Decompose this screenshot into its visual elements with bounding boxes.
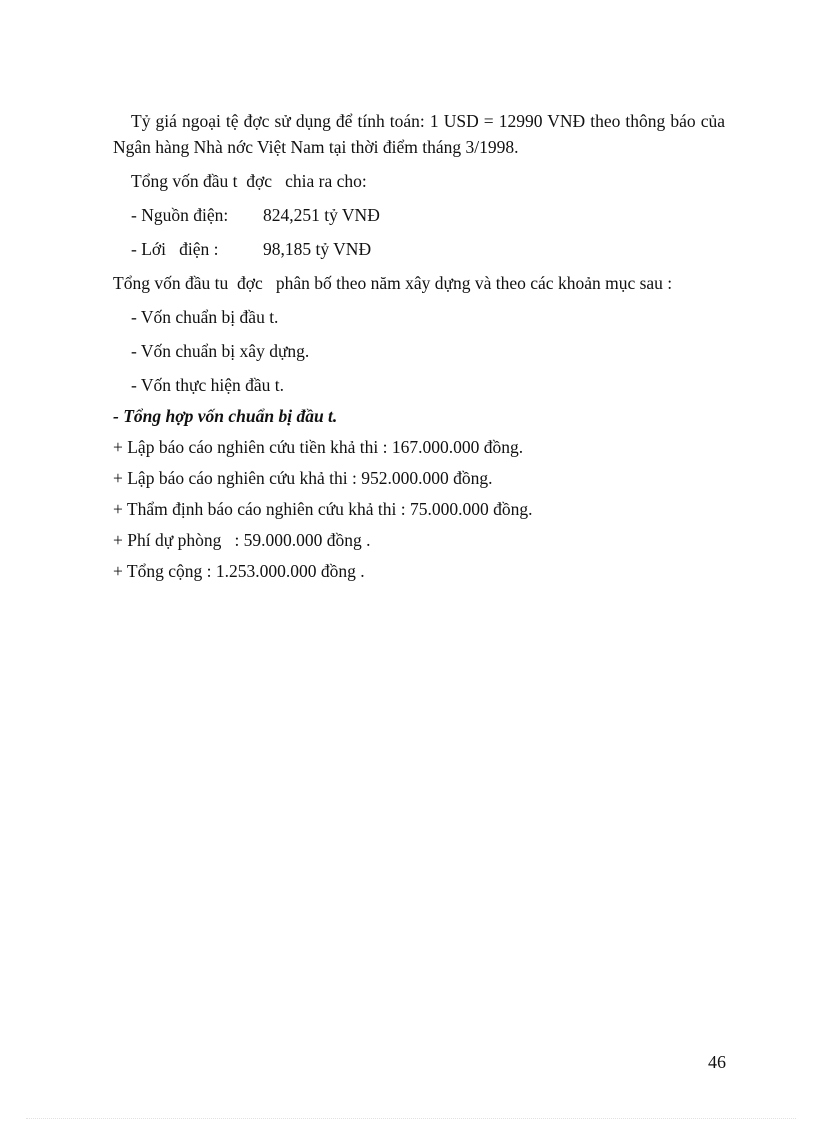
split-item-grid	[113, 236, 725, 262]
footer-divider	[26, 1118, 796, 1119]
exchange-rate-paragraph: Tỷ giá ngoại tệ đợc sử dụng để tính toán: 1 USD = 12990 VNĐ theo thông báo của Ngân hàng Nhà nớc Việt Nam tại thời điểm tháng 3/1998.	[113, 111, 725, 157]
allocation-item: - Vốn chuẩn bị xây dựng.	[131, 341, 310, 361]
split-item-label: - Lới điện :	[131, 239, 219, 259]
split-item-value: 824,251 tỷ VNĐ	[263, 205, 380, 225]
summary-item: + Lập báo cáo nghiên cứu tiền khả thi : 167.000.000 đồng.	[113, 437, 524, 457]
allocation-item: - Vốn thực hiện đầu t.	[131, 375, 285, 395]
allocation-intro: Tổng vốn đầu tu đợc phân bố theo năm xây dựng và theo các khoản mục sau :	[113, 273, 673, 293]
capital-split-intro: Tổng vốn đầu t đợc chia ra cho:	[131, 171, 367, 191]
summary-item: + Phí dự phòng : 59.000.000 đồng .	[113, 530, 371, 550]
split-item-value: 98,185 tỷ VNĐ	[263, 239, 372, 259]
summary-heading: - Tổng hợp vốn chuẩn bị đầu t.	[113, 406, 338, 426]
body-text	[113, 108, 725, 584]
page-number: 46	[708, 1052, 726, 1072]
split-item-power-source	[113, 202, 725, 228]
summary-item: + Tổng cộng : 1.253.000.000 đồng .	[113, 561, 365, 581]
split-item-label: - Nguồn điện:	[131, 205, 229, 225]
summary-item: + Lập báo cáo nghiên cứu khả thi : 952.000.000 đồng.	[113, 468, 493, 488]
allocation-item: - Vốn chuẩn bị đầu t.	[131, 307, 279, 327]
summary-item: + Thẩm định báo cáo nghiên cứu khả thi : 75.000.000 đồng.	[113, 499, 533, 519]
